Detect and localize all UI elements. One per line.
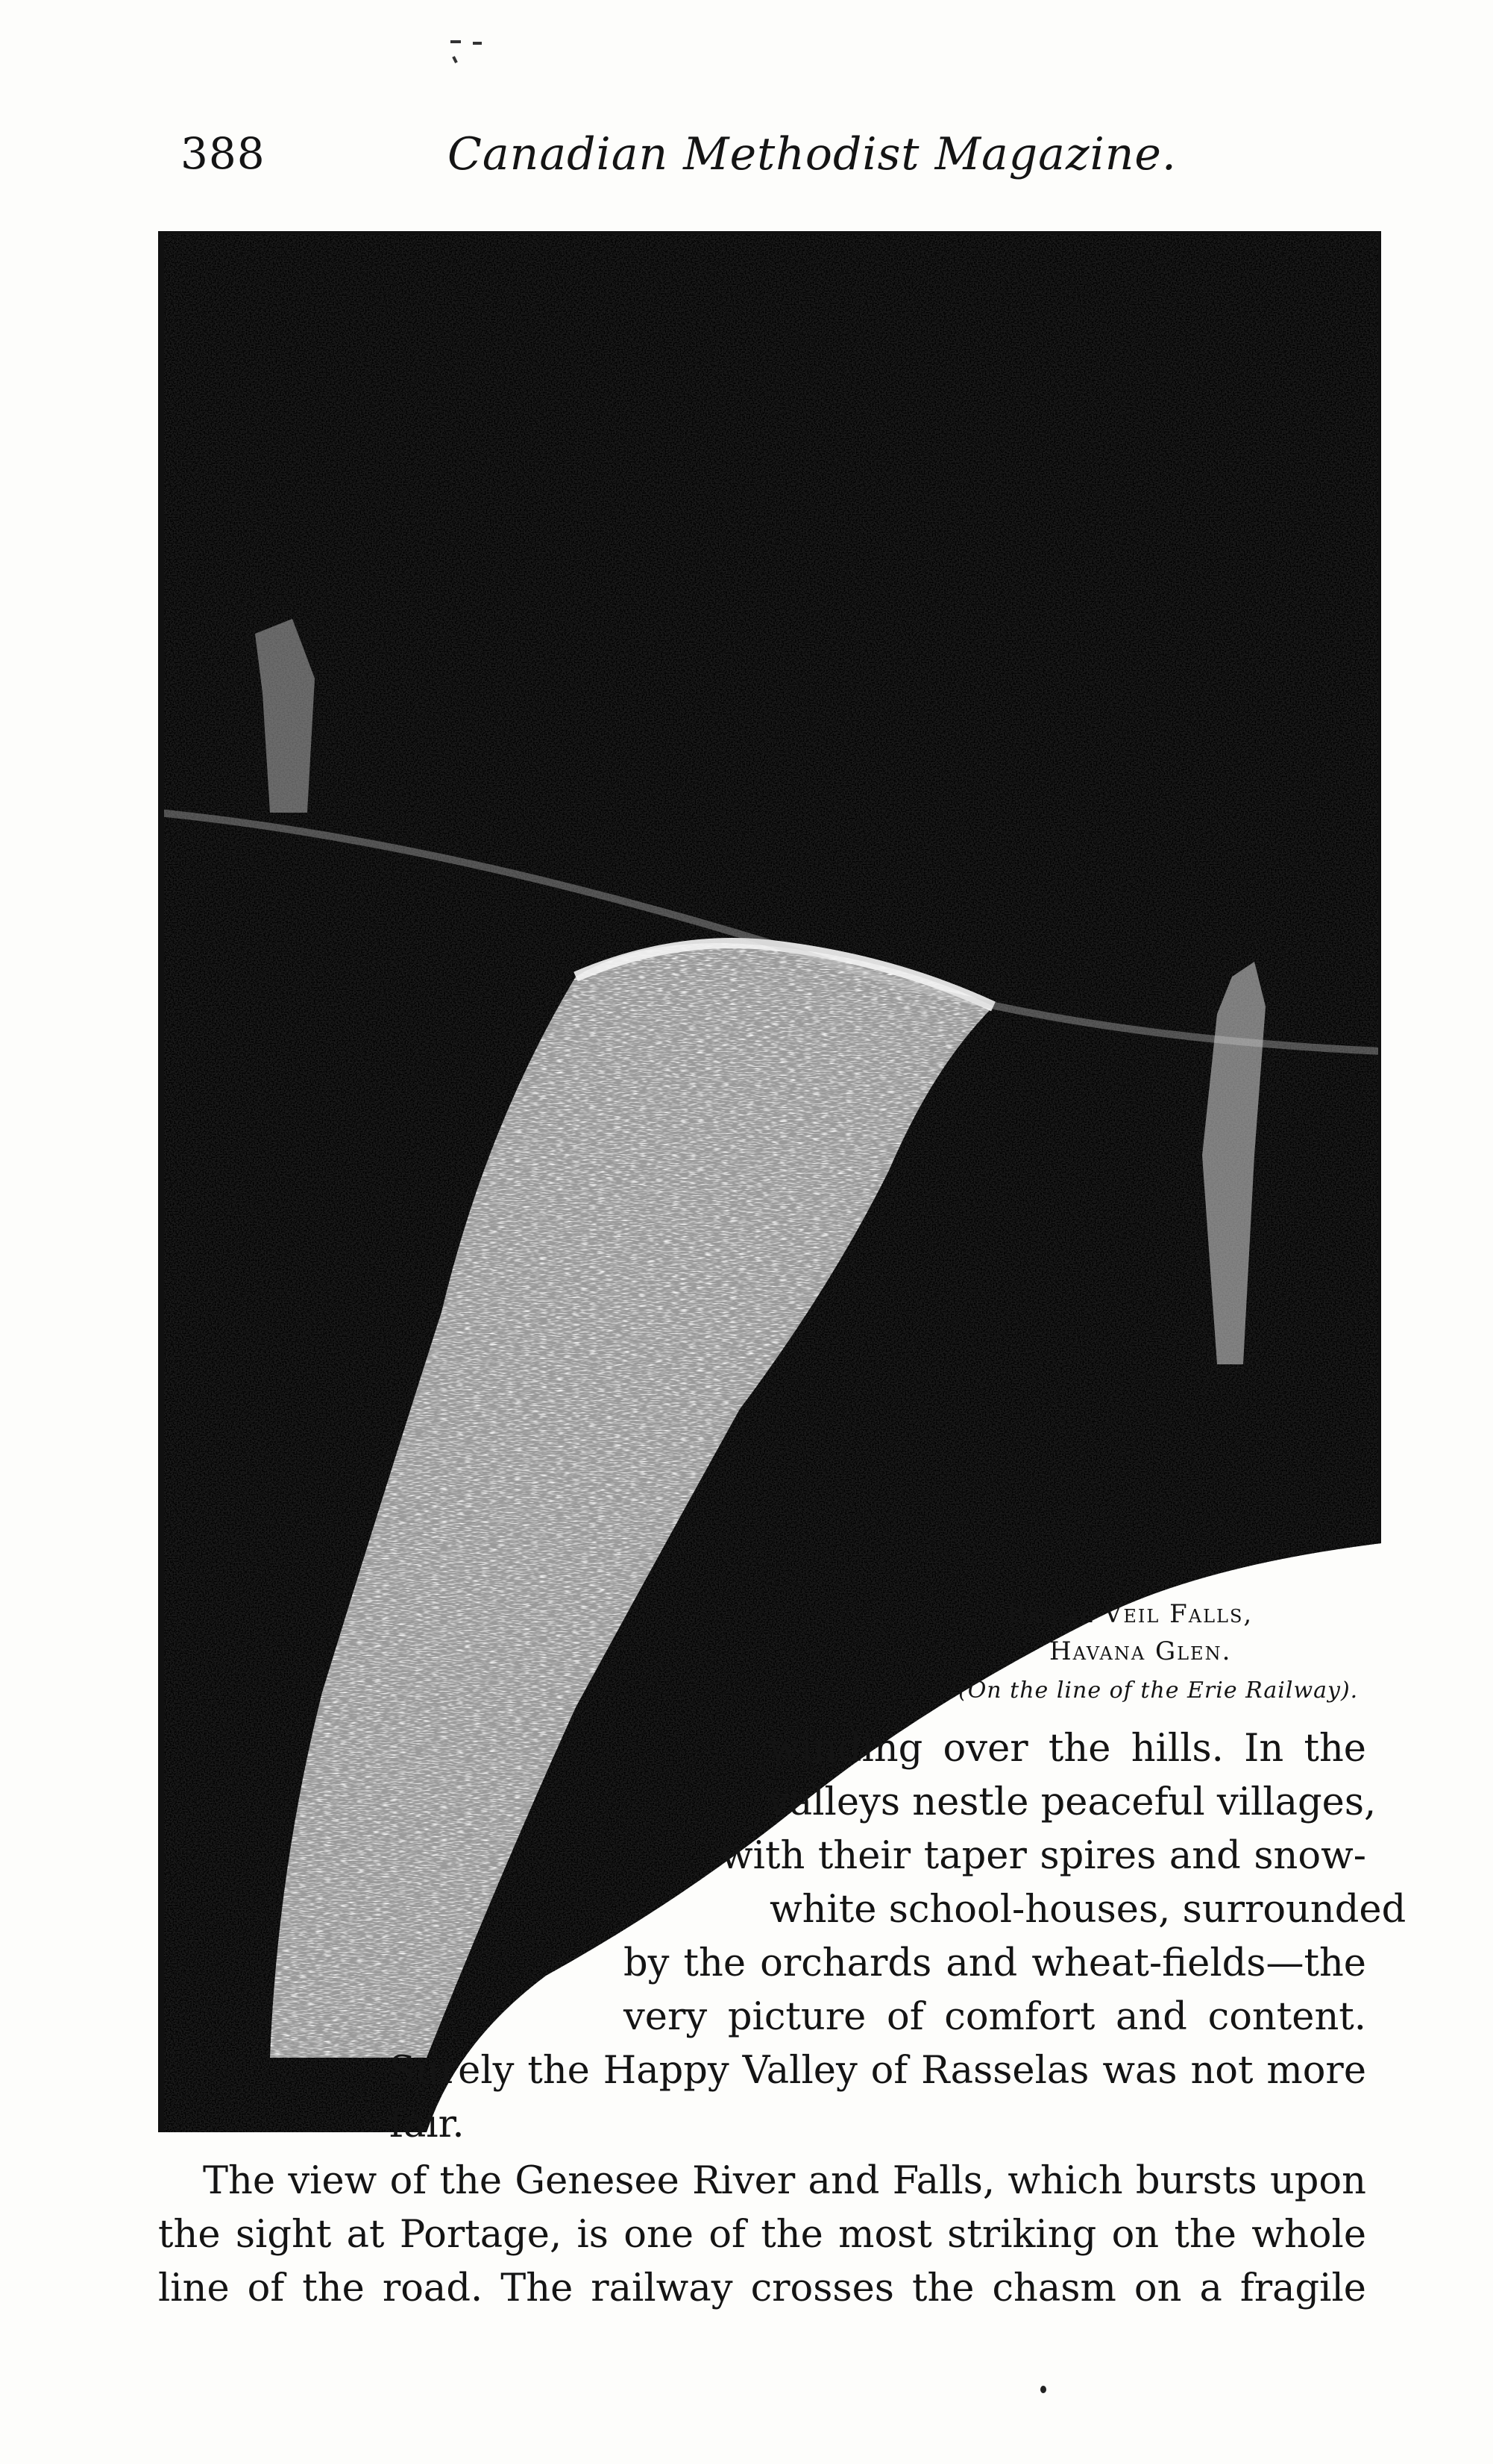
text-line: Surely the Happy Valley of Rasselas was not more	[389, 2049, 1366, 2093]
text-line: The view of the Genesee River and Falls, which bursts upon	[203, 2159, 1366, 2203]
text-line: line of the road. The railway crosses the chasm on a fragile	[158, 2266, 1366, 2310]
running-head: Canadian Methodist Magazine.	[447, 128, 1177, 180]
text-line: white school-houses, surrounded	[770, 1888, 1406, 1932]
text-line: very picture of comfort and content.	[623, 1995, 1366, 2039]
caption-title: Bridal Veil Falls,	[1007, 1599, 1254, 1629]
fold-mark	[436, 12, 525, 72]
text-line: winding over the hills. In the	[768, 1727, 1366, 1771]
text-line: with their taper spires and snow-	[720, 1834, 1366, 1878]
caption-location: Havana Glen.	[1049, 1636, 1232, 1666]
ink-speck	[1040, 2386, 1046, 2393]
text-line: fair.	[389, 2102, 465, 2146]
page-number: 388	[180, 128, 265, 179]
text-line: by the orchards and wheat-fields—the	[623, 1941, 1366, 1985]
text-line: the sight at Portage, is one of the most striking on the whole	[158, 2213, 1366, 2257]
caption-note: (On the line of the Erie Railway).	[958, 1677, 1359, 1704]
text-line: valleys nestle peaceful villages,	[768, 1780, 1377, 1824]
